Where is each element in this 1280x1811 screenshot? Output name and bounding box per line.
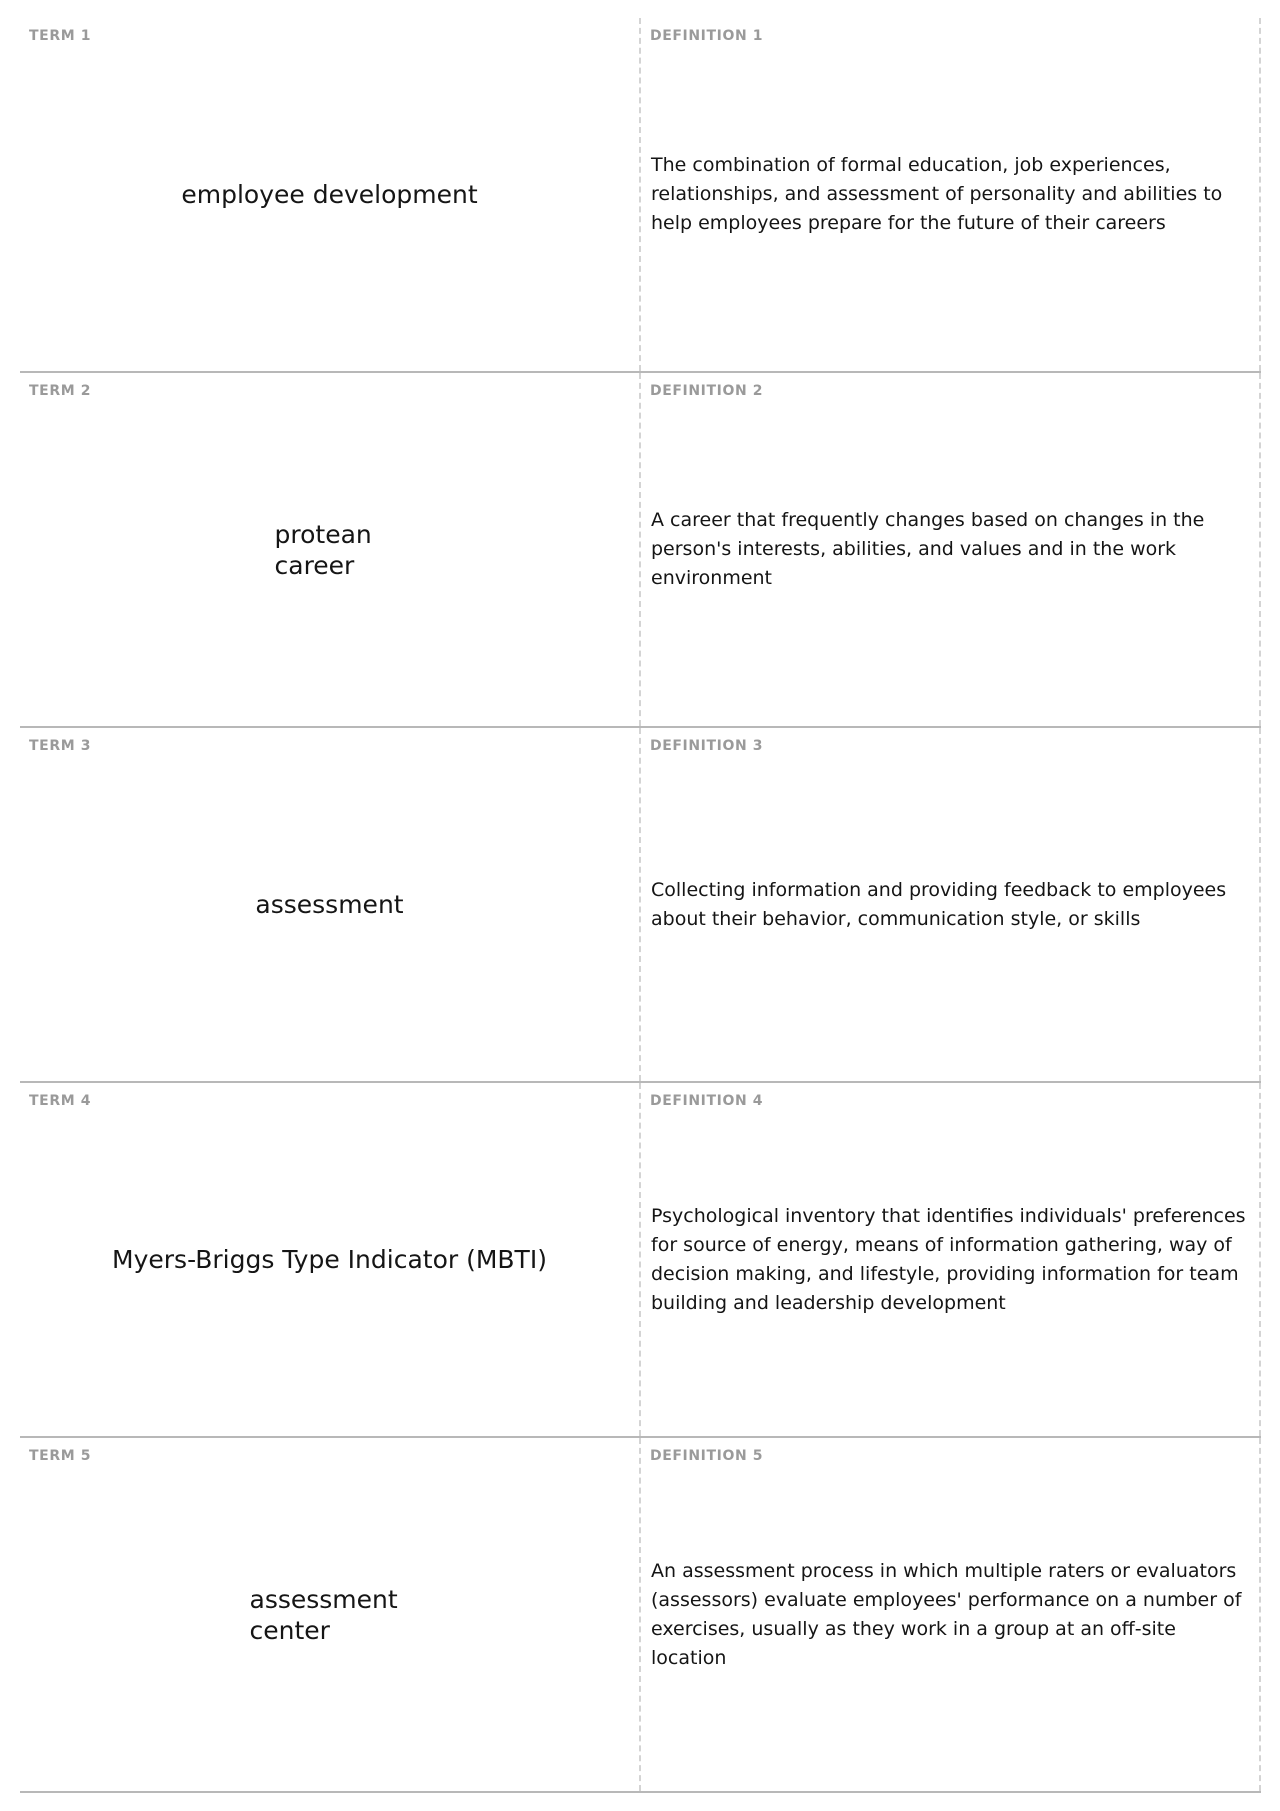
definition-body-3: Collecting information and providing feedback to employees about their behavior, communication style, or skills: [651, 878, 1227, 930]
definition-label-1: DEFINITION 1: [650, 28, 764, 44]
term-text-1: employee development: [181, 180, 478, 209]
definition-label-2: DEFINITION 2: [650, 383, 764, 399]
term-label-3: TERM 3: [29, 738, 92, 754]
flashcard-row-5: [20, 1438, 1261, 1793]
term-text-4: Myers-Briggs Type Indicator (MBTI): [112, 1245, 547, 1274]
definition-cell-5: [641, 1438, 1261, 1791]
term-text-5: [20, 1438, 639, 1791]
flashcard-row-4: [20, 1083, 1261, 1438]
definition-body-5: An assessment process in which multiple raters or evaluators (assessors) evaluate employees' performance on a number of exercises, usually as they work in a group at an off-site location: [651, 1559, 1242, 1669]
flashcard-sheet: [20, 18, 1261, 1793]
definition-text-2: [641, 373, 1259, 726]
term-cell-2: [20, 373, 641, 726]
definition-label-4: DEFINITION 4: [650, 1093, 764, 1109]
definition-body-2: A career that frequently changes based on changes in the person's interests, abilities, and values and in the work environment: [651, 509, 1205, 589]
term-label-5: TERM 5: [29, 1448, 92, 1464]
term-label-2: TERM 2: [29, 383, 92, 399]
flashcard-row-3: [20, 728, 1261, 1083]
definition-body-4: Psychological inventory that identifies individuals' preferences for source of energy, means of information gathering, way of decision making, and lifestyle, providing information for team building and leadership development: [651, 1204, 1246, 1314]
definition-cell-3: [641, 728, 1261, 1081]
definition-label-3: DEFINITION 3: [650, 738, 764, 754]
definition-text-3: [641, 728, 1259, 1081]
term-cell-3: [20, 728, 641, 1081]
definition-text-1: [641, 18, 1259, 371]
term-body-2: protean career: [274, 519, 372, 580]
definition-label-5: DEFINITION 5: [650, 1448, 764, 1464]
term-label-1: TERM 1: [29, 28, 92, 44]
definition-text-4: [641, 1083, 1259, 1436]
definition-cell-1: [641, 18, 1261, 371]
term-cell-4: [20, 1083, 641, 1436]
flashcard-row-2: [20, 373, 1261, 728]
definition-cell-2: [641, 373, 1261, 726]
term-cell-1: [20, 18, 641, 371]
definition-body-1: The combination of formal education, job experiences, relationships, and assessment of personality and abilities to help employees prepare for the future of their careers: [651, 154, 1223, 234]
definition-text-5: [641, 1438, 1259, 1791]
flashcard-row-1: [20, 18, 1261, 373]
term-text-2: [20, 373, 639, 726]
term-text-3: assessment: [255, 890, 404, 919]
term-cell-5: [20, 1438, 641, 1791]
definition-cell-4: [641, 1083, 1261, 1436]
term-body-5: assessment center: [249, 1584, 398, 1645]
term-label-4: TERM 4: [29, 1093, 92, 1109]
